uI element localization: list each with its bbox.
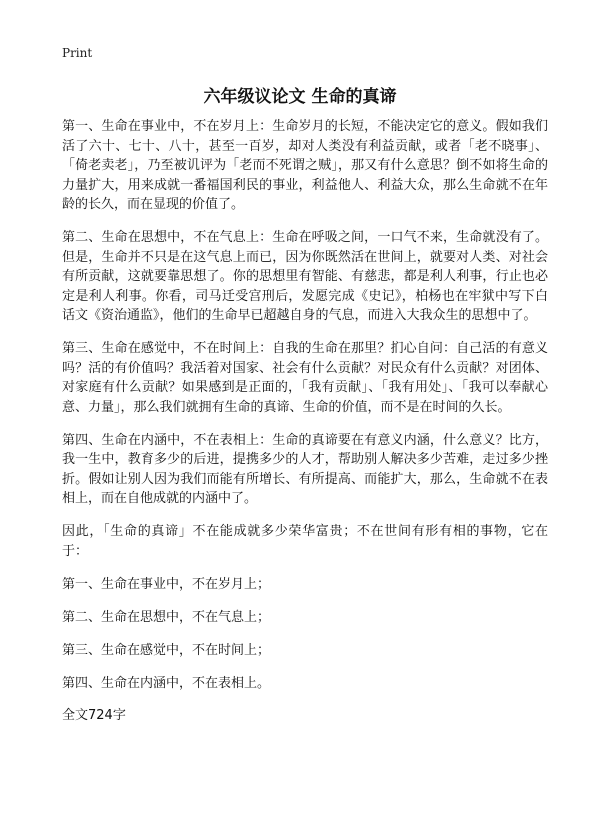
- article-title: 六年级议论文 生命的真谛: [203, 87, 397, 107]
- article-body: [62, 117, 548, 707]
- word-count: 全文724字: [62, 708, 126, 723]
- summary-item-1: 第一、生命在事业中，不在岁月上；: [62, 576, 271, 592]
- paragraph-point-3: 第三、生命在感觉中，不在时间上：自我的生命在那里？扪心自问：自己活的有意义吗？活的有价值吗？我活着对国家、社会有什么贡献？对民众有什么贡献？对团体、对家庭有什么贡献？如果感到是正面的，「我有贡献」、「我有用处」、「我可以奉献心意、力量」，那么我们就拥有生命的真谛、生命的价值，而不是在时间的久长。: [62, 341, 548, 415]
- summary-item-3: 第三、生命在感觉中，不在时间上；: [62, 642, 271, 658]
- print-link[interactable]: Print: [62, 46, 93, 60]
- paragraph-point-1: 第一、生命在事业中，不在岁月上：生命岁月的长短，不能决定它的意义。假如我们活了六十、七十、八十，甚至一百岁，却对人类没有利益贡献，或者「老不晓事」、「倚老卖老」，乃至被讥评为「老而不死谓之贼」，那又有什么意思？倒不如将生命的力量扩大，用来成就一番福国利民的事业，利益他人、利益大众，那么生命就不在年龄的长久，而在显现的价值了。: [62, 119, 548, 212]
- paragraph-point-4: 第四、生命在内涵中，不在表相上：生命的真谛要在有意义内涵，什么意义？比方，我一生中，教育多少的后进，提携多少的人才，帮助别人解决多少苦难，走过多少挫折。假如让别人因为我们而能有所增长、有所提高、而能扩大，那么，生命就不在表相上，而在自他成就的内涵中了。: [62, 432, 548, 506]
- summary-item-4: 第四、生命在内涵中，不在表相上。: [62, 675, 271, 691]
- paragraph-conclusion: 因此，「生命的真谛」不在能成就多少荣华富贵；不在世间有形有相的事物，它在于：: [62, 524, 548, 559]
- paragraph-point-2: 第二、生命在思想中，不在气息上：生命在呼吸之间，一口气不来，生命就没有了。但是，生命并不只是在这气息上而已，因为你既然活在世间上，就要对人类、对社会有所贡献，这就要靠思想了。你的思想里有智能、有慈悲，都是利人利事，行止也必定是利人利事。你看，司马迁受宫刑后，发愿完成《史记》，柏杨也在牢狱中写下白话文《资治通监》，他们的生命早已超越自身的气息，而进入大我众生的思想中了。: [62, 230, 548, 323]
- summary-item-2: 第二、生命在思想中，不在气息上；: [62, 609, 271, 625]
